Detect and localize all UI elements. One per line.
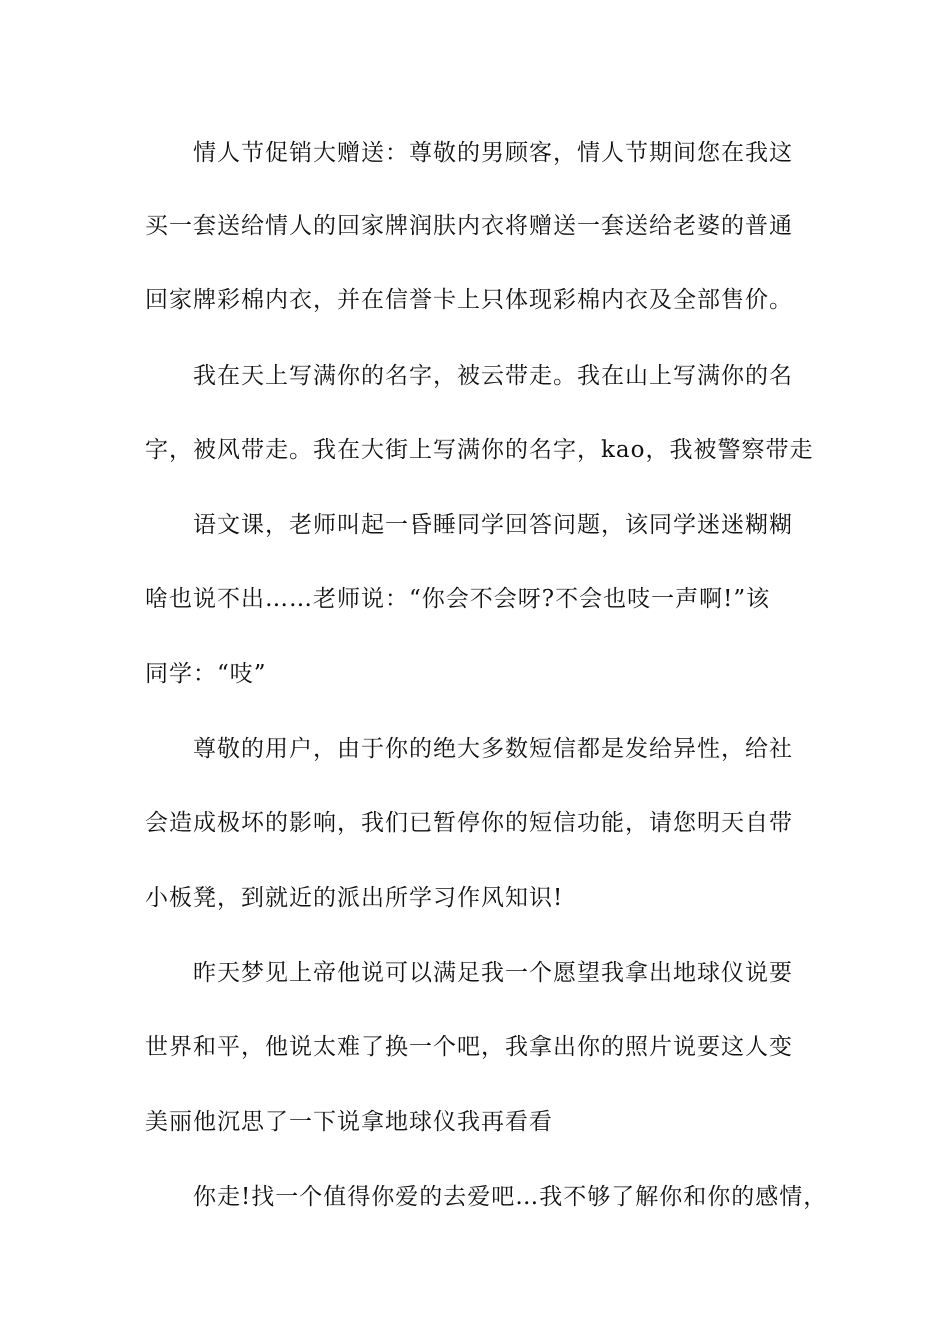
paragraph-3-line-2: 啥也说不出……老师说：“你会不会呀?不会也吱一声啊!”该 (145, 586, 771, 612)
paragraph-3-line-1: 语文课，老师叫起一昏睡同学回答问题，该同学迷迷糊糊 (193, 512, 793, 538)
paragraph-5-line-1: 昨天梦见上帝他说可以满足我一个愿望我拿出地球仪说要 (193, 960, 793, 986)
paragraph-2-line-1: 我在天上写满你的名字，被云带走。我在山上写满你的名 (193, 363, 793, 389)
paragraph-5-line-2: 世界和平，他说太难了换一个吧，我拿出你的照片说要这人变 (145, 1034, 793, 1060)
paragraph-1-line-1: 情人节促销大赠送：尊敬的男顾客，情人节期间您在我这 (193, 140, 793, 166)
paragraph-2-line-2: 字，被风带走。我在大街上写满你的名字，kao，我被警察带走 (145, 437, 814, 463)
paragraph-4-line-1: 尊敬的用户，由于你的绝大多数短信都是发给异性，给社 (193, 736, 793, 762)
paragraph-1-line-3: 回家牌彩棉内衣，并在信誉卡上只体现彩棉内衣及全部售价。 (145, 287, 793, 313)
paragraph-4-line-3: 小板凳，到就近的派出所学习作风知识! (145, 885, 564, 911)
paragraph-5-line-3: 美丽他沉思了一下说拿地球仪我再看看 (145, 1109, 553, 1135)
paragraph-1-line-2: 买一套送给情人的回家牌润肤内衣将赠送一套送给老婆的普通 (145, 213, 793, 239)
paragraph-3-line-3: 同学：“吱” (145, 661, 267, 687)
paragraph-6-line-1: 你走!找一个值得你爱的去爱吧…我不够了解你和你的感情， (193, 1184, 828, 1210)
paragraph-4-line-2: 会造成极坏的影响，我们已暂停你的短信功能，请您明天自带 (145, 810, 793, 836)
